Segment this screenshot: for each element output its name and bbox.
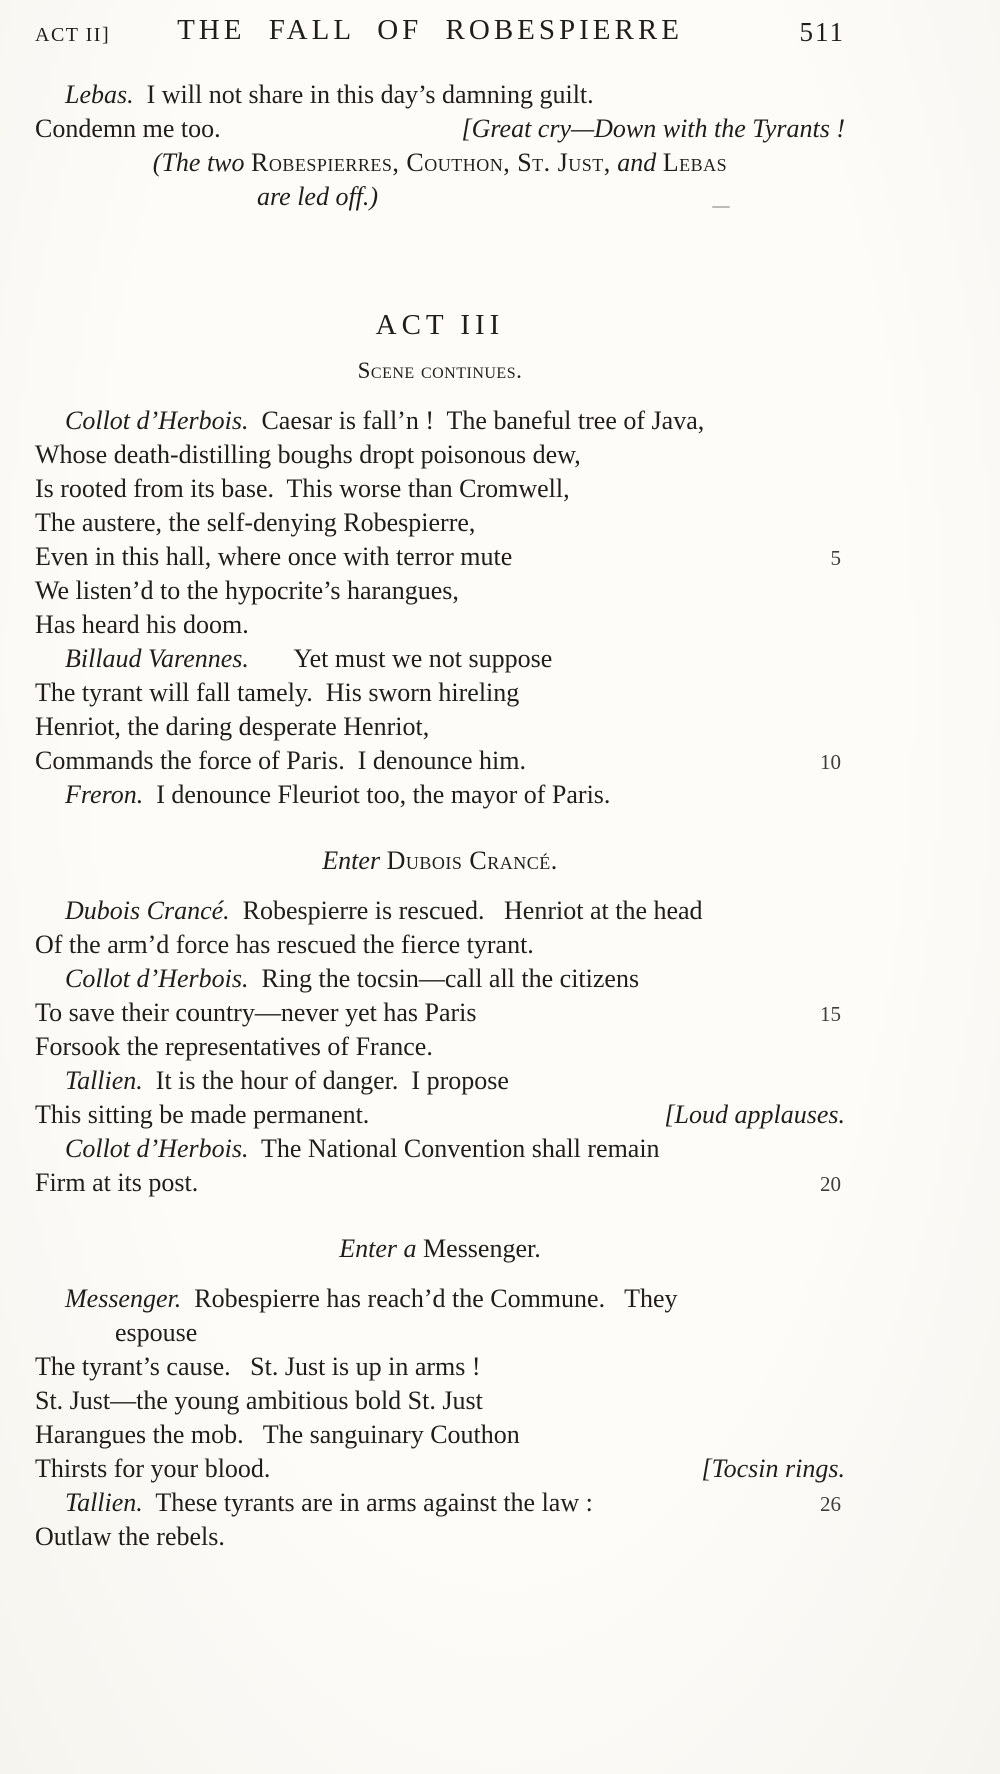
verse-line <box>35 642 845 676</box>
speaker-name: Tallien. <box>65 1488 143 1517</box>
verse-line <box>35 506 845 540</box>
verse-line <box>35 1350 845 1384</box>
verse-line <box>35 540 845 574</box>
text-segment: Caesar is fall’n ! The baneful tree of Java, <box>248 406 705 435</box>
text-segment: espouse <box>115 1318 198 1347</box>
text-segment: Robespierre has reach’d the Commune. They <box>181 1284 678 1313</box>
text-segment: Firm at its post. <box>35 1168 199 1197</box>
text-segment: Forsook the representatives of France. <box>35 1032 433 1061</box>
verse-line <box>35 1452 845 1486</box>
text-segment: Of the arm’d force has rescued the fierce tyrant. <box>35 930 534 959</box>
verse-line <box>35 778 845 812</box>
speaker-name: Dubois Crancé. <box>65 896 230 925</box>
text-segment: Has heard his doom. <box>35 610 249 639</box>
verse-line <box>35 1282 845 1316</box>
scan-artifact <box>712 206 730 208</box>
text-segment: It is the hour of danger. I propose <box>142 1066 509 1095</box>
text-segment: The austere, the self-denying Robespierre, <box>35 508 476 537</box>
text-segment: Scene continues. <box>357 358 523 383</box>
verse-line <box>35 1030 845 1064</box>
act-heading <box>35 306 845 344</box>
entrance-direction <box>35 844 845 878</box>
page-body <box>35 78 845 1554</box>
text-segment: Robespierres, Couthon, St. Just, <box>251 148 611 177</box>
text-segment: The National Convention shall remain <box>248 1134 660 1163</box>
text-segment: Harangues the mob. The sanguinary Couthon <box>35 1420 520 1449</box>
inline-stage-direction: [Loud applauses. <box>664 1100 845 1129</box>
verse-line <box>35 438 845 472</box>
verse-line <box>35 710 845 744</box>
speaker-name: Tallien. <box>65 1066 143 1095</box>
text-segment: Yet must we not suppose <box>248 644 553 673</box>
verse-line <box>35 996 845 1030</box>
text-segment: Condemn me too. <box>35 114 221 143</box>
verse-line <box>35 1316 845 1350</box>
text-segment: Robespierre is rescued. Henriot at the head <box>229 896 703 925</box>
text-segment: The tyrant’s cause. St. Just is up in arms ! <box>35 1352 481 1381</box>
verse-line <box>35 1486 845 1520</box>
entrance-direction <box>35 1232 845 1266</box>
text-segment: I denounce Fleuriot too, the mayor of Paris. <box>143 780 611 809</box>
text-segment: and <box>610 148 663 177</box>
text-segment: Messenger. <box>423 1234 541 1263</box>
inline-stage-direction: [Great cry—Down with the Tyrants ! <box>461 114 845 143</box>
verse-line <box>35 1520 845 1554</box>
stage-direction-line <box>35 146 845 180</box>
text-segment: Whose death-distilling boughs dropt poisonous dew, <box>35 440 581 469</box>
speaker-name: Messenger. <box>65 1284 182 1313</box>
text-segment: Henriot, the daring desperate Henriot, <box>35 712 430 741</box>
speaker-name: Collot d’Herbois. <box>65 1134 249 1163</box>
text-segment: Outlaw the rebels. <box>35 1522 225 1551</box>
text-segment: These tyrants are in arms against the law : <box>142 1488 593 1517</box>
line-number: 10 <box>820 750 841 774</box>
verse-line <box>35 78 845 112</box>
stage-direction-line <box>35 180 845 214</box>
text-segment: St. Just—the young ambitious bold St. Just <box>35 1386 483 1415</box>
verse-line <box>35 962 845 996</box>
verse-line <box>35 894 845 928</box>
text-segment: Ring the tocsin—call all the citizens <box>248 964 640 993</box>
inline-stage-direction: [Tocsin rings. <box>701 1454 845 1483</box>
verse-line <box>35 1166 845 1200</box>
verse-line <box>35 608 845 642</box>
line-number: 20 <box>820 1172 841 1196</box>
text-segment: I will not share in this day’s damning guilt. <box>133 80 594 109</box>
verse-line <box>35 404 845 438</box>
verse-line <box>35 744 845 778</box>
text-segment: The tyrant will fall tamely. His sworn hireling <box>35 678 520 707</box>
text-segment: Lebas <box>662 148 728 177</box>
verse-line <box>35 1384 845 1418</box>
text-segment: Even in this hall, where once with terror mute <box>35 542 513 571</box>
verse-line <box>35 1132 845 1166</box>
text-segment: We listen’d to the hypocrite’s harangues, <box>35 576 459 605</box>
scene-heading <box>35 356 845 390</box>
text-segment: are led off.) <box>257 182 379 211</box>
speaker-name: Lebas. <box>65 80 134 109</box>
text-segment: To save their country—never yet has Paris <box>35 998 477 1027</box>
running-header <box>35 14 845 56</box>
speaker-name: Billaud Varennes. <box>65 644 249 673</box>
text-segment: (The two <box>152 148 252 177</box>
verse-line <box>35 1418 845 1452</box>
verse-line <box>35 928 845 962</box>
text-segment: Commands the force of Paris. I denounce him. <box>35 746 526 775</box>
page-number: 511 <box>799 17 845 47</box>
verse-line <box>35 1098 845 1132</box>
verse-line <box>35 1064 845 1098</box>
speaker-name: Collot d’Herbois. <box>65 964 249 993</box>
running-header-act: ACT II] <box>35 24 111 46</box>
line-number: 5 <box>830 546 841 570</box>
text-segment: ACT III <box>375 309 505 341</box>
verse-line <box>35 676 845 710</box>
verse-line <box>35 112 845 146</box>
text-segment: Enter <box>322 846 387 875</box>
verse-line <box>35 574 845 608</box>
line-number: 26 <box>820 1492 841 1516</box>
text-segment: Thirsts for your blood. <box>35 1454 271 1483</box>
text-segment: Is rooted from its base. This worse than Cromwell, <box>35 474 570 503</box>
speaker-name: Freron. <box>65 780 144 809</box>
speaker-name: Collot d’Herbois. <box>65 406 249 435</box>
line-number: 15 <box>820 1002 841 1026</box>
text-segment: This sitting be made permanent. <box>35 1100 370 1129</box>
verse-line <box>35 472 845 506</box>
text-segment: Enter a <box>339 1234 424 1263</box>
text-segment: Dubois Crancé. <box>386 846 558 875</box>
running-header-title: THE FALL OF ROBESPIERRE <box>177 14 683 46</box>
